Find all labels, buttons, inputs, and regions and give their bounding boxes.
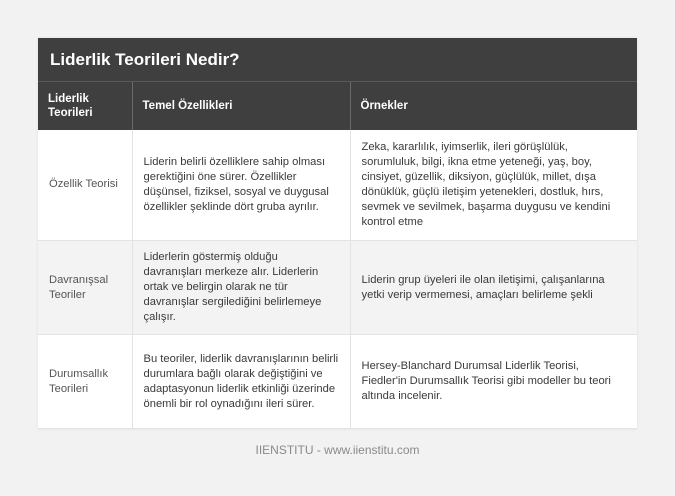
- features-cell: Liderlerin göstermiş olduğu davranışları merkeze alır. Liderlerin ortak ve belirgin olarak ne tür davranışlar sergilediğini belirlemeye çalışır.: [132, 241, 350, 335]
- column-header-features: Temel Özellikleri: [132, 82, 350, 130]
- leadership-theories-card: [38, 38, 637, 429]
- table-row: [38, 241, 637, 335]
- features-cell: Liderin belirli özelliklere sahip olması gerektiğini öne sürer. Özellikler düşünsel, fiziksel, sosyal ve duygusal özellikler şeklinde dört gruba ayrılır.: [132, 130, 350, 241]
- footer-credit: IIENSTITU - www.iienstitu.com: [255, 443, 420, 457]
- table-title: Liderlik Teorileri Nedir?: [38, 38, 637, 81]
- examples-cell: Hersey-Blanchard Durumsal Liderlik Teorisi, Fiedler'in Durumsallık Teorisi gibi modeller bu teori altında incelenir.: [350, 335, 637, 429]
- table-row: [38, 130, 637, 241]
- features-cell: Bu teoriler, liderlik davranışlarının belirli durumlara bağlı olarak değiştiğini ve adaptasyonun liderlik etkinliği üzerinde önemli bir rol oynadığını ileri sürer.: [132, 335, 350, 429]
- table-header-row: [38, 82, 637, 130]
- column-header-examples: Örnekler: [350, 82, 637, 130]
- table-row: [38, 335, 637, 429]
- theory-cell: Özellik Teorisi: [38, 130, 132, 241]
- theory-cell: Davranışsal Teoriler: [38, 241, 132, 335]
- theory-cell: Durumsallık Teorileri: [38, 335, 132, 429]
- leadership-theories-table: [38, 81, 637, 429]
- examples-cell: Zeka, kararlılık, iyimserlik, ileri görüşlülük, sorumluluk, bilgi, ikna etme yeteneği, yaş, boy, cinsiyet, güzellik, diksiyon, güçlülük, millet, dışa dönüklük, güçlü iletişim yetenekleri, dostluk, hırs, sevmek ve sevilmek, başarma duygusu ve kendini kontrol etme: [350, 130, 637, 241]
- column-header-theories: Liderlik Teorileri: [38, 82, 132, 130]
- examples-cell: Liderin grup üyeleri ile olan iletişimi, çalışanlarına yetki verip vermemesi, amaçları belirleme şekli: [350, 241, 637, 335]
